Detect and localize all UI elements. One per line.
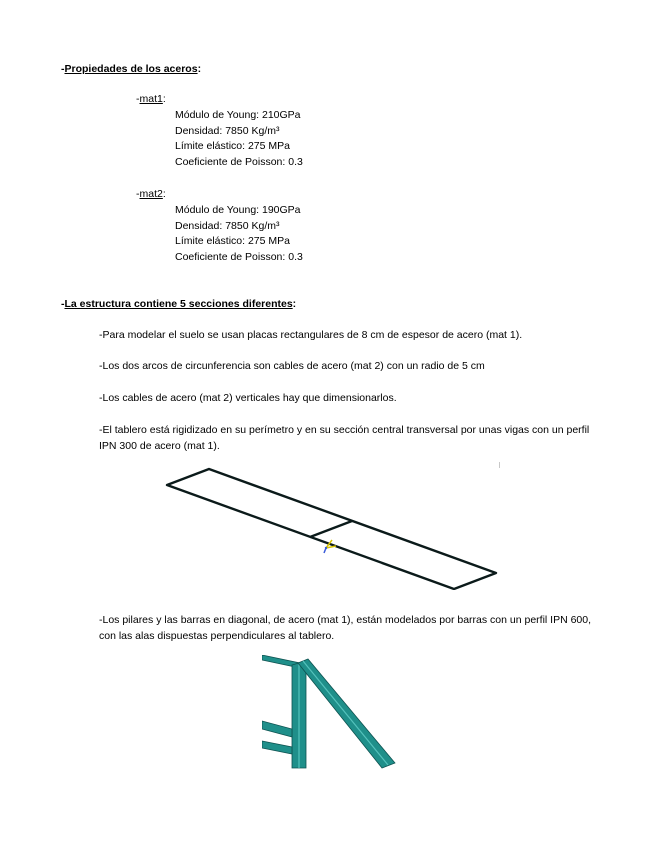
mat1-poisson: Coeficiente de Poisson: 0.3 bbox=[175, 156, 303, 168]
mat2-young: Módulo de Young: 190GPa bbox=[175, 204, 301, 216]
structure-item-pillars: -Los pilares y las barras en diagonal, de acero (mat 1), están modelados por barras con un perfil IPN 600, con las alas dispuestas perpendiculares al tablero. bbox=[99, 614, 592, 642]
structure-heading: -La estructura contiene 5 secciones diferentes: bbox=[61, 298, 297, 310]
structure-item-deck: -El tablero está rigidizado en su perímetro y en su sección central transversal por unas vigas con un perfil IPN 300 de acero (mat 1). bbox=[99, 424, 590, 452]
mat1-yield: Límite elástico: 275 MPa bbox=[175, 140, 290, 152]
mat1-density: Densidad: 7850 Kg/m³ bbox=[175, 125, 280, 137]
structure-item-vertical-cables: -Los cables de acero (mat 2) verticales hay que dimensionarlos. bbox=[99, 392, 397, 404]
structure-item-floor: -Para modelar el suelo se usan placas rectangulares de 8 cm de espesor de acero (mat 1). bbox=[99, 329, 523, 341]
origin-dot bbox=[325, 547, 327, 549]
left-stub-upper bbox=[262, 721, 292, 737]
properties-heading: -Propiedades de los aceros: bbox=[61, 63, 202, 75]
deck-center-beam bbox=[310, 521, 352, 537]
pillar-figure bbox=[262, 655, 402, 770]
mat2-label: -mat2: bbox=[136, 188, 166, 200]
mat1-young: Módulo de Young: 210GPa bbox=[175, 109, 301, 121]
mat1-label: -mat1: bbox=[136, 93, 166, 105]
mat2-poisson: Coeficiente de Poisson: 0.3 bbox=[175, 251, 303, 263]
mat2-density: Densidad: 7850 Kg/m³ bbox=[175, 220, 280, 232]
left-stub-lower bbox=[262, 741, 292, 754]
deck-figure bbox=[160, 460, 520, 590]
stray-mark bbox=[499, 462, 500, 468]
mat2-yield: Límite elástico: 275 MPa bbox=[175, 235, 290, 247]
structure-item-arcs: -Los dos arcos de circunferencia son cables de acero (mat 2) con un radio de 5 cm bbox=[99, 360, 485, 372]
